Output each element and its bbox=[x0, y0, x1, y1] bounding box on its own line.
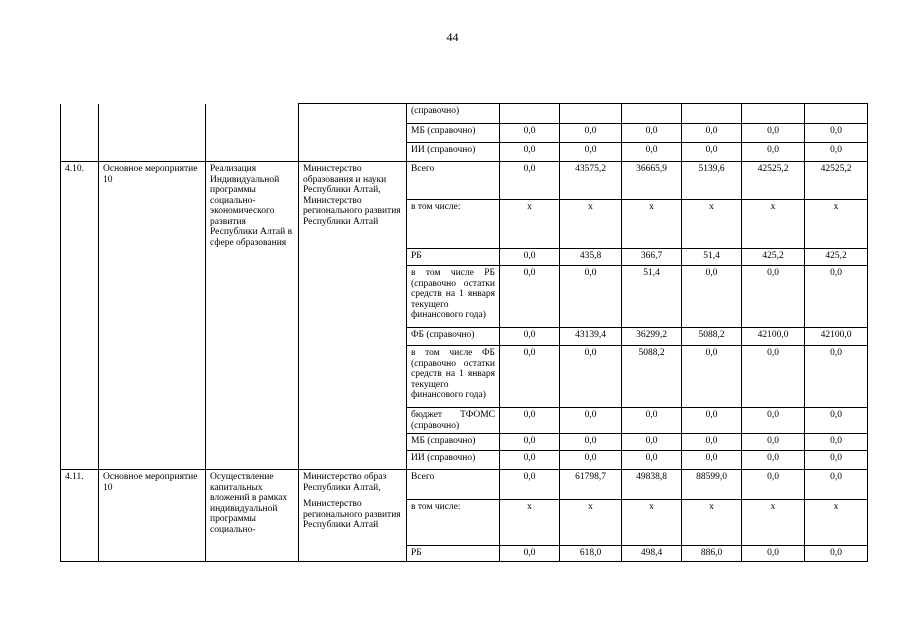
executors bbox=[299, 162, 407, 470]
row-label: ФБ (справочно) bbox=[407, 328, 500, 346]
row-label: МБ (справочно) bbox=[407, 434, 500, 451]
page-number: 44 bbox=[446, 30, 459, 44]
table-row: МБ (справочно) 0,0 0,0 0,0 0,0 0,0 0,0 bbox=[61, 124, 868, 143]
table-row: в том числе ФБ (справочно остатки средств на 1 января текущего финансового года) 0,0 0,0 5088,2 0,0 0,0 0,0 bbox=[61, 346, 868, 408]
table-row bbox=[61, 104, 868, 124]
table-row: РБ 0,0 618,0 498,4 886,0 0,0 0,0 bbox=[61, 546, 868, 562]
program-name: Осуществление капитальных вложений в рамках индивидуальной программы социально- bbox=[206, 470, 299, 562]
executor-2: Министерство регионального развития Республики Алтай bbox=[303, 195, 401, 227]
row-label: Всего bbox=[407, 162, 500, 200]
row-label: в том числе ФБ (справочно остатки средств на 1 января текущего финансового года) bbox=[407, 346, 500, 408]
table-row: в том числе РБ (справочно остатки средств на 1 января текущего финансового года) 0,0 0,0 51,4 0,0 0,0 0,0 bbox=[61, 266, 868, 328]
table-row: в том числе: x x x x x x bbox=[61, 200, 868, 249]
table-row: 4.11. Основное мероприятие 10 Осуществление капитальных вложений в рамках индивидуальной программы социально- Министерство образ Республики Алтай, Министерство регионального развития Республики Алтай Всего 0,0 61798,7 49838,8 88599,0 0,0 0,0 bbox=[61, 470, 868, 500]
executors bbox=[299, 470, 407, 562]
row-label: в том числе РБ (справочно остатки средств на 1 января текущего финансового года) bbox=[407, 266, 500, 328]
row-label: МБ (справочно) bbox=[407, 124, 500, 143]
program-name: Реализация Индивидуальной программы социально-экономического развития Республики Алтай в сфере образования bbox=[206, 162, 299, 470]
table-row: ФБ (справочно) 0,0 43139,4 36299,2 5088,2 42100,0 42100,0 bbox=[61, 328, 868, 346]
event-name: Основное мероприятие 10 bbox=[99, 162, 206, 470]
row-label: в том числе: bbox=[407, 200, 500, 249]
budget-table bbox=[60, 103, 868, 562]
table-row: бюджет ТФОМС (справочно) 0,0 0,0 0,0 0,0 0,0 0,0 bbox=[61, 408, 868, 434]
table-row: ИИ (справочно) 0,0 0,0 0,0 0,0 0,0 0,0 bbox=[61, 451, 868, 470]
row-label: в том числе: bbox=[407, 500, 500, 546]
row-label: Всего bbox=[407, 470, 500, 500]
executor-2: Министерство регионального развития Республики Алтай bbox=[303, 499, 401, 530]
item-number: 4.10. bbox=[61, 162, 99, 470]
item-number: 4.11. bbox=[61, 470, 99, 562]
event-name: Основное мероприятие 10 bbox=[99, 470, 206, 562]
row-label: ИИ (справочно) bbox=[407, 451, 500, 470]
executor-1: Министерство образ Республики Алтай, bbox=[303, 472, 387, 493]
row-label: РБ bbox=[407, 249, 500, 266]
executor-1: Министерство образования и науки Республики Алтай, bbox=[303, 164, 387, 195]
row-label: ИИ (справочно) bbox=[407, 143, 500, 162]
row-label: бюджет ТФОМС (справочно) bbox=[407, 408, 500, 434]
table-row: 4.10. Основное мероприятие 10 Реализация Индивидуальной программы социально-экономического развития Республики Алтай в сфере образования Министерство образования и науки Республики Алтай, Министерство регионального развития Республики Алтай Всего 0,0 43575,2 36665,9 5139,6 42525,2 42525,2 bbox=[61, 162, 868, 200]
table-row: МБ (справочно) 0,0 0,0 0,0 0,0 0,0 0,0 bbox=[61, 434, 868, 451]
table-row: ИИ (справочно) 0,0 0,0 0,0 0,0 0,0 0,0 bbox=[61, 143, 868, 162]
table-row: в том числе: x x x x x x bbox=[61, 500, 868, 546]
row-label: РБ bbox=[407, 546, 500, 562]
table-row: РБ 0,0 435,8 366,7 51,4 425,2 425,2 bbox=[61, 249, 868, 266]
row-label: (справочно) bbox=[407, 104, 500, 124]
